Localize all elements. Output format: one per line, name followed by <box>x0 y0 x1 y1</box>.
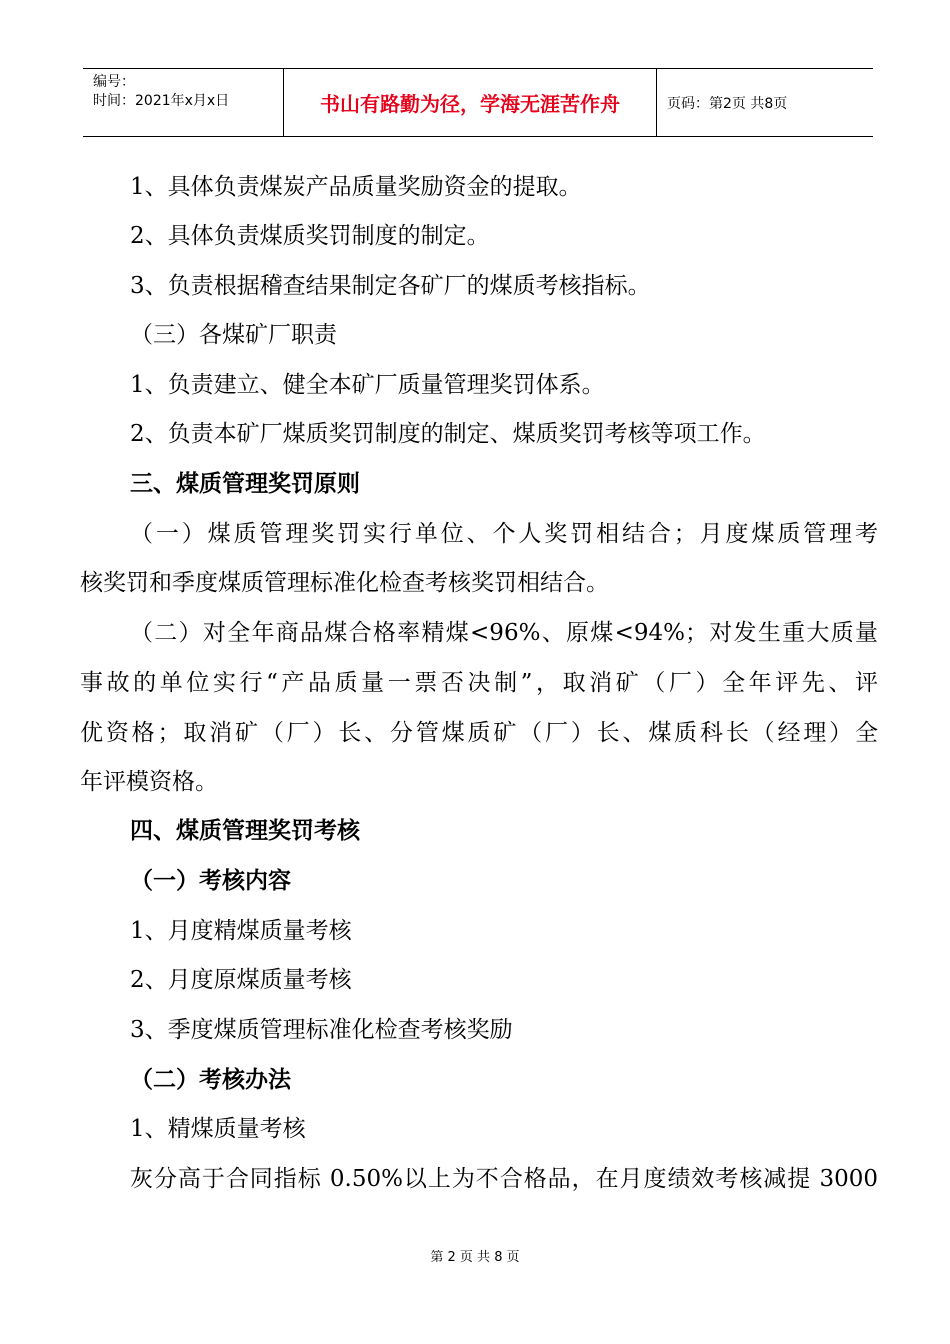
page-header <box>83 68 873 137</box>
section-heading: 四、煤质管理奖罚考核 <box>130 818 360 844</box>
paragraph-line: 3、季度煤质管理标准化检查考核奖励 <box>130 1017 513 1043</box>
section-heading: 三、煤质管理奖罚原则 <box>130 471 360 497</box>
paragraph-line: 1、月度精煤质量考核 <box>130 918 352 944</box>
subsection-heading: （一）考核内容 <box>130 868 291 894</box>
number-label: 编号： <box>93 74 135 90</box>
paragraph-line: 事故的单位实行“产品质量一票否决制”，取消矿（厂）全年评先、评 <box>80 670 878 696</box>
paragraph-line: （二）对全年商品煤合格率精煤<96%、原煤<94%；对发生重大质量 <box>130 620 878 646</box>
paragraph-line: 3、负责根据稽查结果制定各矿厂的煤质考核指标。 <box>130 273 651 299</box>
paragraph-line: 1、负责建立、健全本矿厂质量管理奖罚体系。 <box>130 372 605 398</box>
paragraph-line: 1、精煤质量考核 <box>130 1116 306 1142</box>
page-number-label: 页码：第2页 共8页 <box>667 95 788 112</box>
header-meta-cell <box>83 69 284 136</box>
paragraph-line: 2、具体负责煤质奖罚制度的制定。 <box>130 223 490 249</box>
header-motto-cell <box>284 69 657 136</box>
paragraph-line: 年评模资格。 <box>80 769 218 795</box>
paragraph-line: 2、月度原煤质量考核 <box>130 967 352 993</box>
paragraph-line: 灰分高于合同指标 0.50%以上为不合格品，在月度绩效考核减提 3000 <box>130 1166 878 1192</box>
page-footer: 第 2 页 共 8 页 <box>430 1250 520 1265</box>
subsection-heading: （二）考核办法 <box>130 1067 291 1093</box>
paragraph-line: （一）煤质管理奖罚实行单位、个人奖罚相结合；月度煤质管理考 <box>130 521 878 547</box>
header-page-cell <box>667 69 873 136</box>
time-label: 时间：2021年x月x日 <box>93 93 230 109</box>
paragraph-line: 2、负责本矿厂煤质奖罚制度的制定、煤质奖罚考核等项工作。 <box>130 421 766 447</box>
paragraph-line: 核奖罚和季度煤质管理标准化检查考核奖罚相结合。 <box>80 570 609 596</box>
motto-text: 书山有路勤为径，学海无涯苦作舟 <box>320 92 620 116</box>
paragraph-line: 1、具体负责煤炭产品质量奖励资金的提取。 <box>130 174 582 200</box>
subsection-heading: （三）各煤矿厂职责 <box>130 322 337 348</box>
paragraph-line: 优资格；取消矿（厂）长、分管煤质矿（厂）长、煤质科长（经理）全 <box>80 720 878 746</box>
